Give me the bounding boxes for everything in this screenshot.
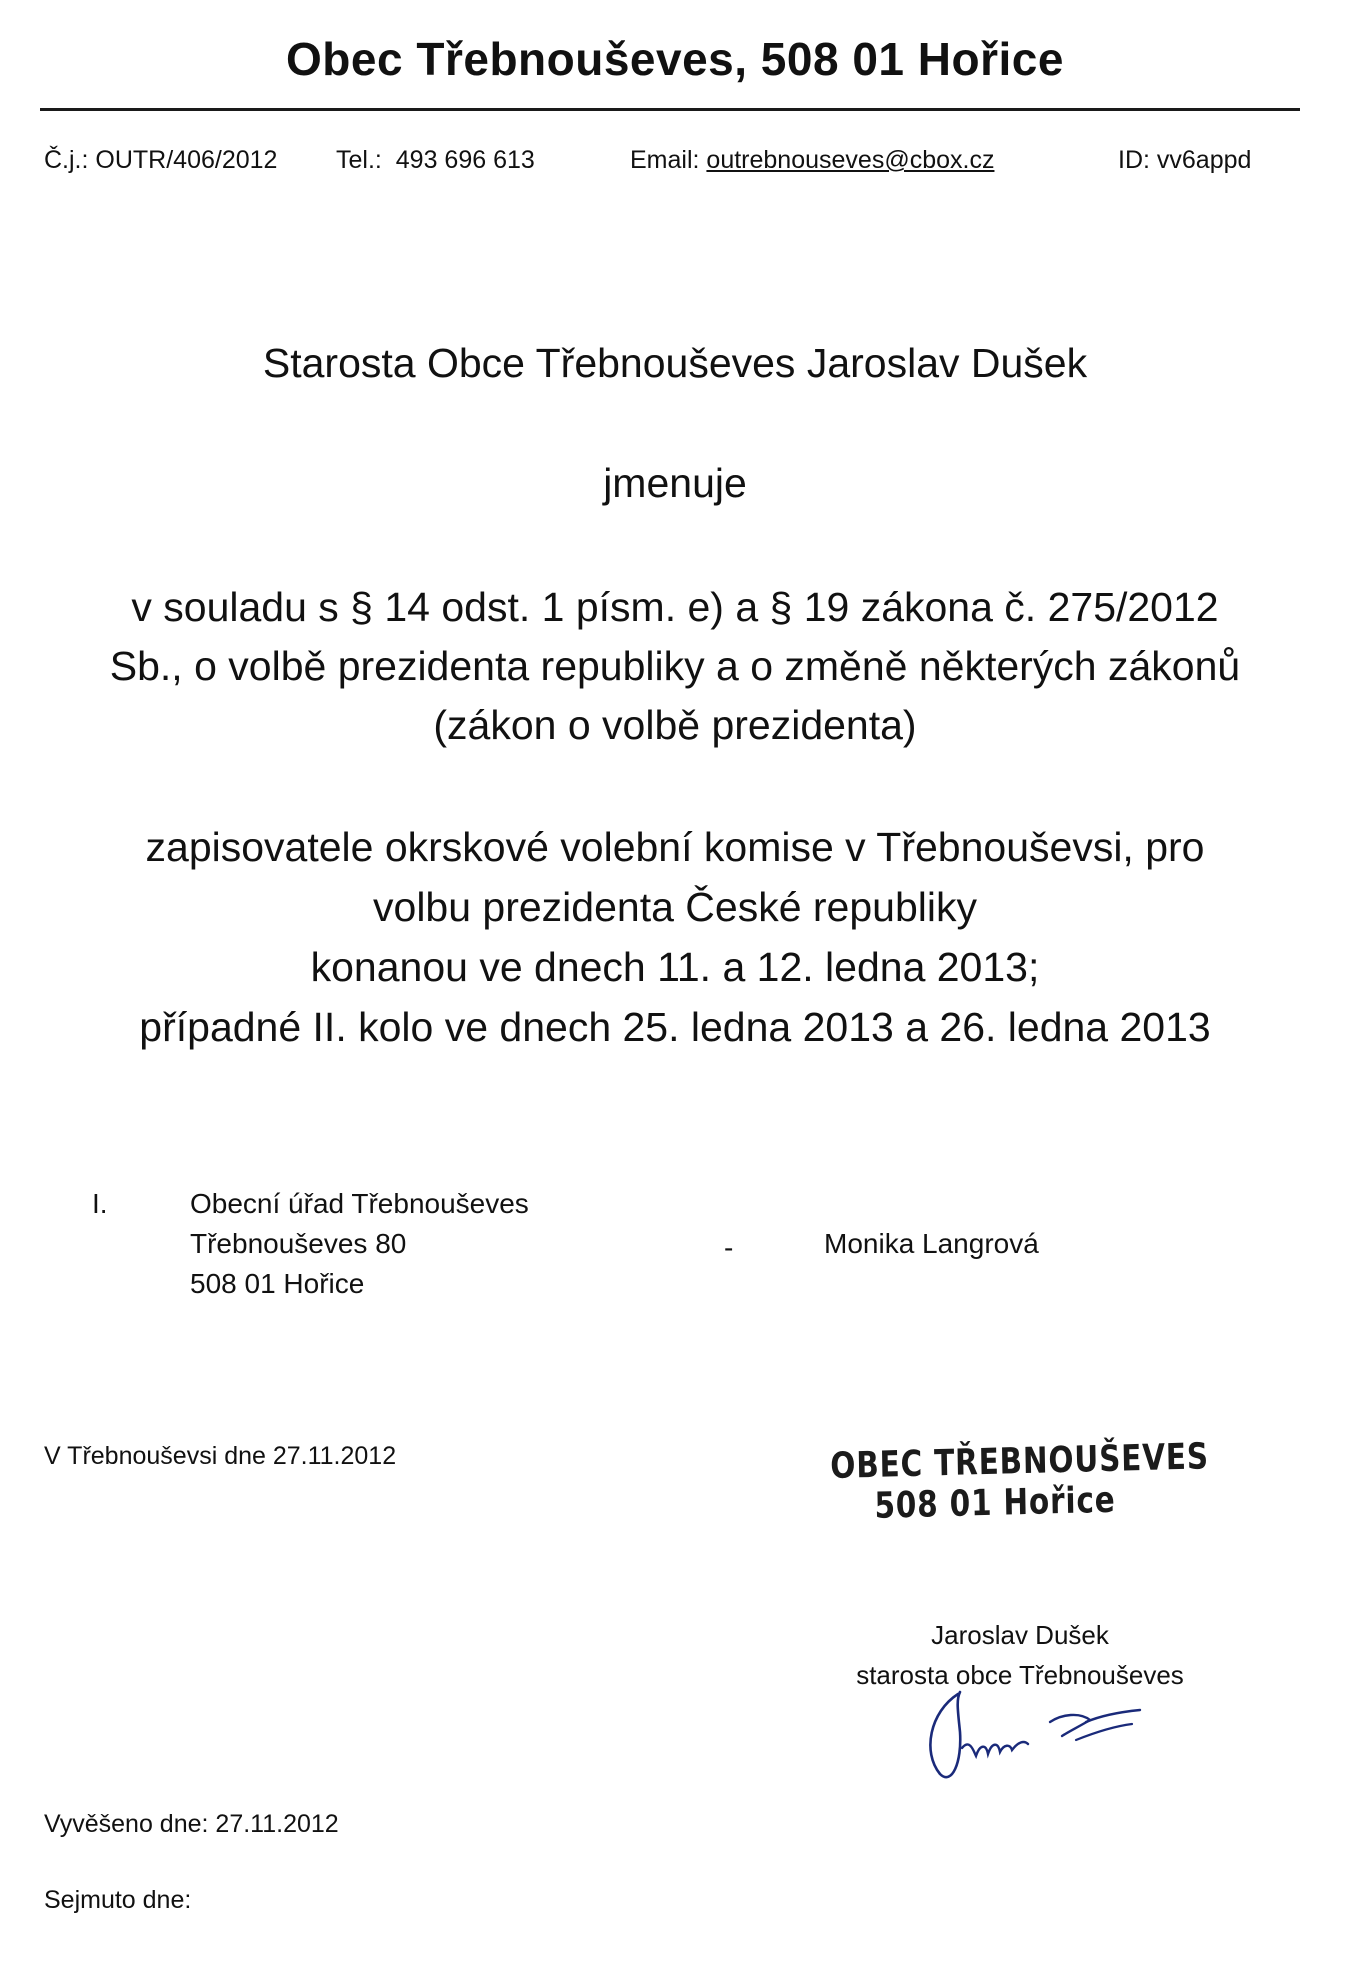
- phone-label: Tel.:: [336, 146, 382, 174]
- address-line: Třebnouševes 80: [190, 1228, 407, 1259]
- appointment-line: případné II. kolo ve dnech 25. ledna 2013 a 26. ledna 2013: [139, 1004, 1211, 1050]
- appointee-name: Monika Langrová: [824, 1228, 1039, 1259]
- address-line: Obecní úřad Třebnouševes: [190, 1188, 529, 1219]
- reference-number: Č.j.: OUTR/406/2012: [44, 146, 278, 174]
- place-and-date: V Třebnouševsi dne 27.11.2012: [44, 1442, 397, 1470]
- address-line: 508 01 Hořice: [190, 1268, 365, 1299]
- issuer-line: Starosta Obce Třebnouševes Jaroslav Dušek: [262, 340, 1088, 386]
- appointment-line: volbu prezidenta České republiky: [373, 884, 977, 930]
- signatory-title: starosta obce Třebnouševes: [856, 1660, 1184, 1690]
- signatory-name: Jaroslav Dušek: [931, 1620, 1109, 1650]
- polling-station-address: [190, 1184, 529, 1304]
- stamp-line: 508 01 Hořice: [874, 1479, 1116, 1527]
- data-box-id: ID: vv6appd: [1118, 146, 1252, 174]
- removed-date: Sejmuto dne:: [44, 1886, 192, 1914]
- legal-basis-line: (zákon o volbě prezidenta): [433, 702, 917, 748]
- legal-basis-line: Sb., o volbě prezidenta republiky a o změně některých zákonů: [109, 643, 1241, 689]
- legal-basis-line: v souladu s § 14 odst. 1 písm. e) a § 19 zákona č. 275/2012: [131, 584, 1219, 630]
- action-verb: jmenuje: [603, 460, 747, 506]
- posted-date: Vyvěšeno dne: 27.11.2012: [44, 1810, 339, 1838]
- appointee-number: I.: [92, 1188, 108, 1219]
- phone-number: 493 696 613: [395, 146, 535, 174]
- email-label: Email:: [630, 146, 700, 174]
- email-line: [630, 146, 994, 175]
- dash-separator: -: [724, 1232, 734, 1263]
- stamp-line: OBEC TŘEBNOUŠEVES: [830, 1436, 1210, 1487]
- official-stamp: [830, 1436, 1210, 1528]
- header-divider: [40, 108, 1300, 111]
- handwritten-signature: [900, 1682, 1160, 1792]
- appointment-line: zapisovatele okrskové volební komise v Třebnouševsi, pro: [145, 824, 1205, 870]
- email-link[interactable]: outrebnouseves@cbox.cz: [706, 146, 995, 174]
- phone-line: [336, 146, 535, 175]
- page-title: Obec Třebnouševes, 508 01 Hořice: [286, 33, 1064, 85]
- appointment-line: konanou ve dnech 11. a 12. ledna 2013;: [310, 944, 1040, 990]
